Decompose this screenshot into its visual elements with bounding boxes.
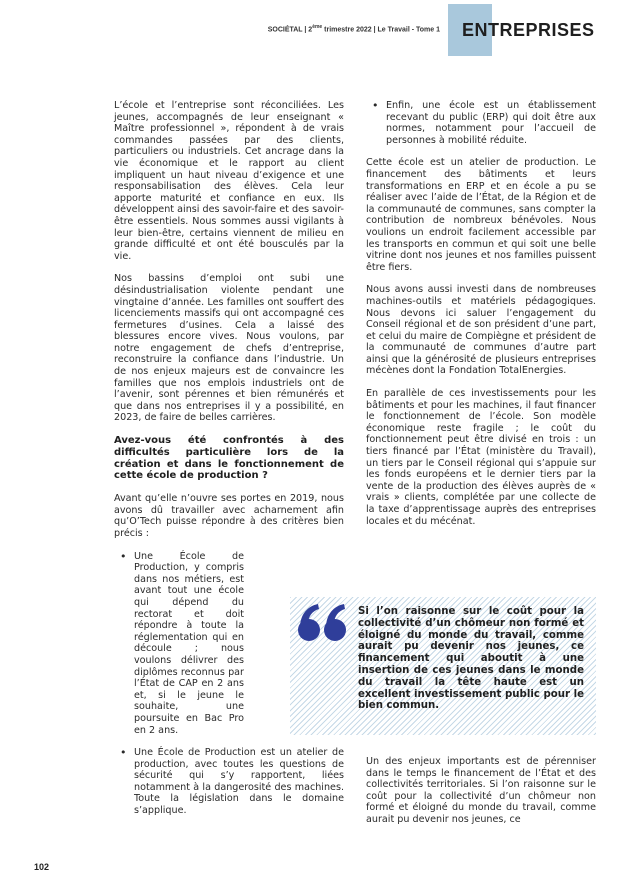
issue-info-part: SOCIÉTAL | 2 bbox=[267, 26, 313, 34]
paragraph: Avant qu’elle n’ouvre ses portes en 2019, nous avons dû travailler avec acharnement afin qu’O’Tech puisse répondre à des critères bien précis : bbox=[114, 493, 344, 539]
paragraph: Cette école est un atelier de production. Le financement des bâtiments et leurs transformations en ERP et en école a pu se réaliser avec l’aide de l’État, de la Région et de la communauté de communes, sans compter la contribution de nombreux bénévoles. Nous voulions un endroit facilement accessible par les transports en commun et qui soit une belle vitrine dont nos jeunes et nos familles puissent être fiers. bbox=[366, 157, 596, 273]
bullet-icon: • bbox=[120, 549, 127, 563]
list-item-text: Une École de Production est un atelier de production, avec toutes les questions de sécurité qui s’y rapportent, liées notamment à la dangerosité des machines. Toute la législation dans le domaine s’applique. bbox=[134, 747, 344, 817]
bullet-icon: • bbox=[120, 746, 127, 760]
right-column-bottom bbox=[366, 756, 596, 837]
paragraph: En parallèle de ces investissements pour les bâtiments et pour les machines, il faut financer le fonctionnement de l’école. Son modèle économique reste fragile ; le coût du fonctionnement peut être divisé en trois : un tiers financé par l’État (ministère du Travail), un tiers par le Conseil régional qui s’appuie sur les fonds européens et le dernier tiers par la vente de la production des élèves auprès de « vrais » clients, complétée par une collecte de la taxe d’apprentissage auprès des entreprises locales et du mécénat. bbox=[366, 388, 596, 527]
paragraph: Un des enjeux importants est de pérenniser dans le temps le financement de l’État et des collectivités territoriales. Si l’on raisonne sur le coût pour la collectivité d’un chômeur non formé et éloigné du monde du travail, comme aurait pu devenir nos jeunes, ce bbox=[366, 756, 596, 825]
section-title: ENTREPRISES bbox=[462, 20, 595, 40]
list-item-text: Enfin, une école est un établissement recevant du public (ERP) qui doit être aux normes, notamment pour l’accueil de personnes à mobilité réduite. bbox=[386, 100, 596, 146]
criteria-list-continued bbox=[366, 100, 596, 146]
page-number: 102 bbox=[34, 862, 50, 872]
interview-question: Avez-vous été confrontés à des difficultés particulière lors de la création et dans le fonctionnement de cette école de production ? bbox=[114, 435, 344, 482]
issue-info-part: trimestre 2022 | Le Travail - Tome 1 bbox=[322, 26, 440, 34]
pull-quote-text: Si l’on raisonne sur le coût pour la collectivité d’un chômeur non formé et éloigné du monde du travail, comme aurait pu devenir nos jeunes, ce financement qui aboutit à une insertion de ces jeunes dans le monde du travail la tête haute est un excellent investissement public pour le bien commun. bbox=[358, 606, 584, 712]
bullet-icon: • bbox=[372, 99, 379, 112]
issue-info bbox=[268, 24, 440, 33]
paragraph: Nous avons aussi investi dans de nombreuses machines-outils et matériels pédagogiques. Nous devons ici saluer l’engagement du Conseil régional et de son président d’une part, et celui du maire de Compiègne et président de la communauté de communes d’autre part ainsi que la générosité de plusieurs entreprises mécènes dont la Fondation TotalEnergies. bbox=[366, 284, 596, 377]
list-item-text: Une École de Production, y compris dans nos métiers, est avant tout une école qui dépend du rectorat et doit répondre à toute la réglementation qui en découle ; nous voulons délivrer des diplômes reconnus par l’État de CAP en 2 ans et, si le jeune le souhaite, une poursuite en Bac Pro en 2 ans. bbox=[134, 550, 244, 736]
paragraph: Nos bassins d’emploi ont subi une désindustrialisation violente pendant une vingtaine d’année. Les familles ont souffert des licenciements massifs qui ont accompagné ces fermetures d’usines. Cela a laissé des blessures encore vives. Nous voulons, par notre engagement de chefs d’entreprise, reconstruire la confiance dans l’industrie. Un de nos enjeux majeurs est de convaincre les familles que nos emplois industriels ont de l’avenir, sont pérennes et bien rémunérés et que dans nos entreprises il y a possibilité, en 2023, de faire de belles carrières. bbox=[114, 273, 344, 424]
paragraph: L’école et l’entreprise sont réconciliées. Les jeunes, accompagnés de leur enseignant « Maître professionnel », répondent à de vrais commandes passées par des clients, particuliers ou industriels. Cet ancrage dans la vie économique et le rapport au client impliquent un haut niveau d’exigence et une responsabilisation des élèves. Cela leur apporte maturité et confiance en eux. Ils développent ainsi des savoir-faire et des savoir-être essentiels. Nous sommes aussi vigilants à leur bien-être, certains viennent de milieu en grande difficulté et ont été bousculés par la vie. bbox=[114, 100, 344, 262]
list-item bbox=[114, 747, 344, 817]
right-column bbox=[366, 100, 596, 538]
list-item bbox=[366, 100, 596, 146]
issue-info-sup: ème bbox=[312, 24, 323, 30]
quote-mark-icon bbox=[296, 600, 352, 648]
